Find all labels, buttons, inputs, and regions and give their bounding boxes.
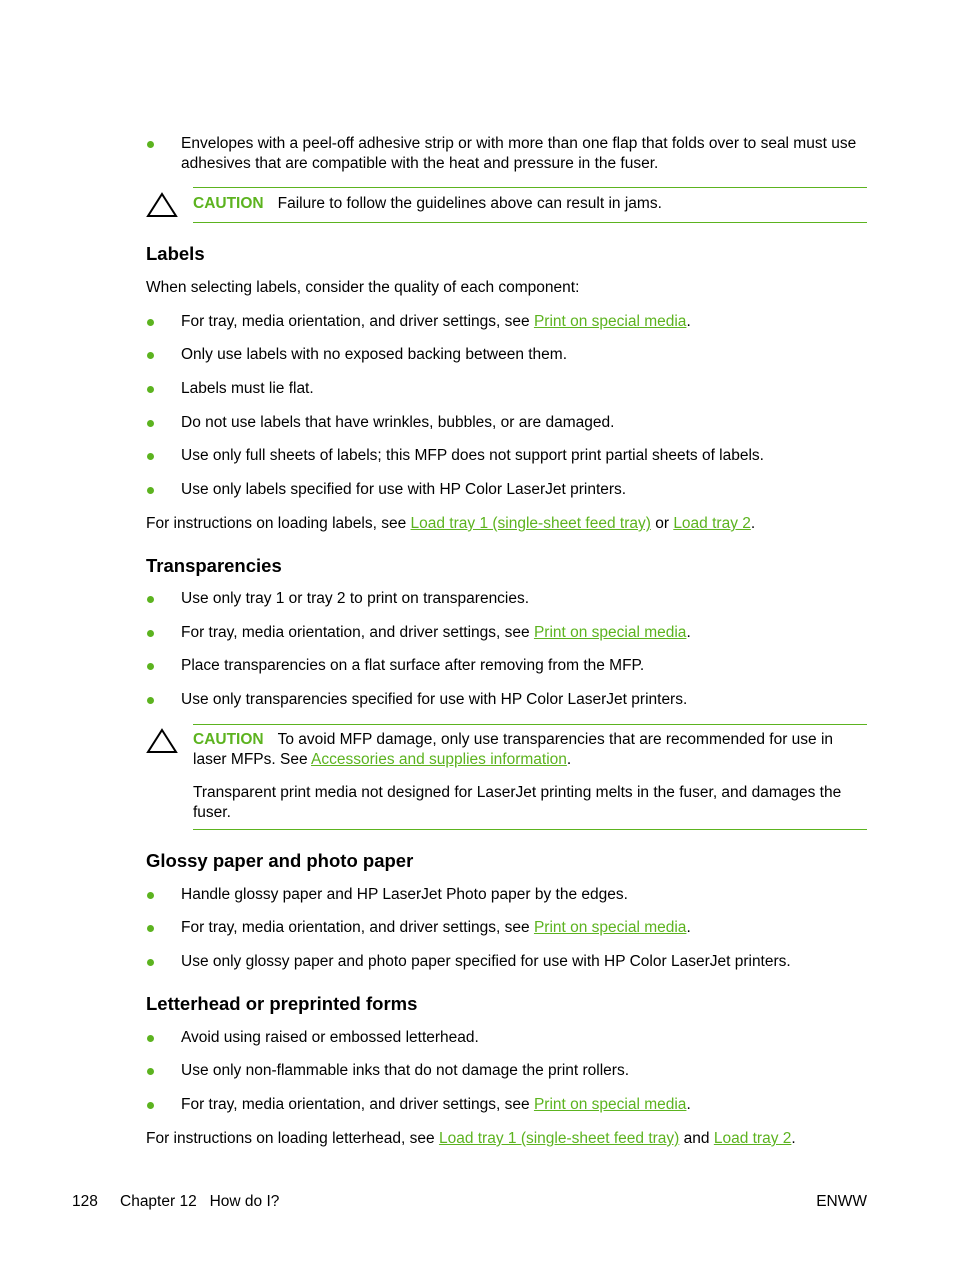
list-item-text: Avoid using raised or embossed letterhead. (181, 1029, 479, 1046)
bullet-icon (147, 925, 154, 932)
bullet-icon (147, 630, 154, 637)
list-item-text: Use only labels specified for use with HP Color LaserJet printers. (181, 481, 627, 498)
caution-box (193, 724, 867, 830)
print-special-media-link[interactable]: Print on special media (533, 919, 687, 936)
bullet-icon (147, 959, 154, 966)
accessories-supplies-link[interactable]: Accessories and supplies information (311, 751, 567, 768)
labels-load-instructions: For instructions on loading labels, see Load tray 1 (single-sheet feed tray) or Load tray 2. (146, 515, 756, 532)
caution-text: CAUTION To avoid MFP damage, only use transparencies that are recommended for use in laser MFPs. See Accessories and supplies information. (193, 731, 834, 768)
bullet-icon (147, 487, 154, 494)
section-heading-glossy: Glossy paper and photo paper (146, 850, 414, 871)
caution-label: CAUTION (193, 731, 264, 748)
bullet-icon (147, 1068, 154, 1075)
bullet-icon (147, 1102, 154, 1109)
list-item-text: Use only non-flammable inks that do not damage the print rollers. (181, 1062, 630, 1079)
list-item-text: Use only tray 1 or tray 2 to print on transparencies. (181, 590, 530, 607)
bullet-icon (147, 141, 154, 148)
list-item-text: For tray, media orientation, and driver settings, see Print on special media. (181, 1096, 691, 1113)
list-item-text: Labels must lie flat. (181, 380, 314, 397)
section-heading-letterhead: Letterhead or preprinted forms (146, 993, 418, 1014)
list-item-text: Envelopes with a peel-off adhesive strip or with more than one flap that folds over to seal must use adhesives that are compatible with the heat and pressure in the fuser. (181, 135, 857, 172)
load-tray-1-link[interactable]: Load tray 1 (single-sheet feed tray) (438, 1130, 680, 1147)
bullet-icon (147, 663, 154, 670)
section-heading-transparencies: Transparencies (146, 555, 282, 576)
load-tray-1-link[interactable]: Load tray 1 (single-sheet feed tray) (410, 515, 651, 532)
print-special-media-link[interactable]: Print on special media (533, 624, 687, 641)
load-tray-2-link[interactable]: Load tray 2 (673, 515, 751, 532)
list-item-text: For tray, media orientation, and driver settings, see Print on special media. (181, 624, 691, 641)
caution-text: Failure to follow the guidelines above can result in jams. (277, 195, 662, 212)
bullet-icon (147, 352, 154, 359)
list-item-text: Place transparencies on a flat surface after removing from the MFP. (181, 657, 645, 674)
bullet-icon (147, 1035, 154, 1042)
list-item-text: Use only full sheets of labels; this MFP does not support print partial sheets of labels. (181, 447, 764, 464)
load-tray-2-link[interactable]: Load tray 2 (713, 1130, 792, 1147)
list-item-text: For tray, media orientation, and driver settings, see Print on special media. (181, 919, 691, 936)
chapter-title: Chapter 12 How do I? (120, 1193, 280, 1210)
list-item-text: Use only glossy paper and photo paper specified for use with HP Color LaserJet printers. (181, 953, 791, 970)
list-item-text: For tray, media orientation, and driver settings, see Print on special media. (181, 313, 691, 330)
footer-right-label: ENWW (816, 1193, 867, 1210)
caution-note: Transparent print media not designed for LaserJet printing melts in the fuser, and damages the fuser. (193, 784, 842, 821)
print-special-media-link[interactable]: Print on special media (533, 313, 687, 330)
print-special-media-link[interactable]: Print on special media (533, 1096, 687, 1113)
caution-triangle-icon (146, 192, 178, 218)
page-number: 128 (72, 1193, 98, 1210)
labels-intro: When selecting labels, consider the quality of each component: (146, 279, 580, 296)
caution-box (193, 187, 867, 223)
caution-triangle-icon (146, 728, 178, 754)
bullet-icon (147, 453, 154, 460)
list-item-text: Do not use labels that have wrinkles, bubbles, or are damaged. (181, 414, 615, 431)
list-item-text: Handle glossy paper and HP LaserJet Photo paper by the edges. (181, 886, 628, 903)
bullet-icon (147, 386, 154, 393)
bullet-icon (147, 596, 154, 603)
letterhead-load-instructions: For instructions on loading letterhead, see Load tray 1 (single-sheet feed tray) and Load tray 2. (146, 1130, 796, 1147)
bullet-icon (147, 420, 154, 427)
bullet-icon (147, 892, 154, 899)
list-item-text: Only use labels with no exposed backing between them. (181, 346, 568, 363)
section-heading-labels: Labels (146, 243, 205, 264)
list-item-text: Use only transparencies specified for use with HP Color LaserJet printers. (181, 691, 688, 708)
bullet-icon (147, 697, 154, 704)
bullet-icon (147, 319, 154, 326)
caution-label: CAUTION (193, 195, 264, 212)
